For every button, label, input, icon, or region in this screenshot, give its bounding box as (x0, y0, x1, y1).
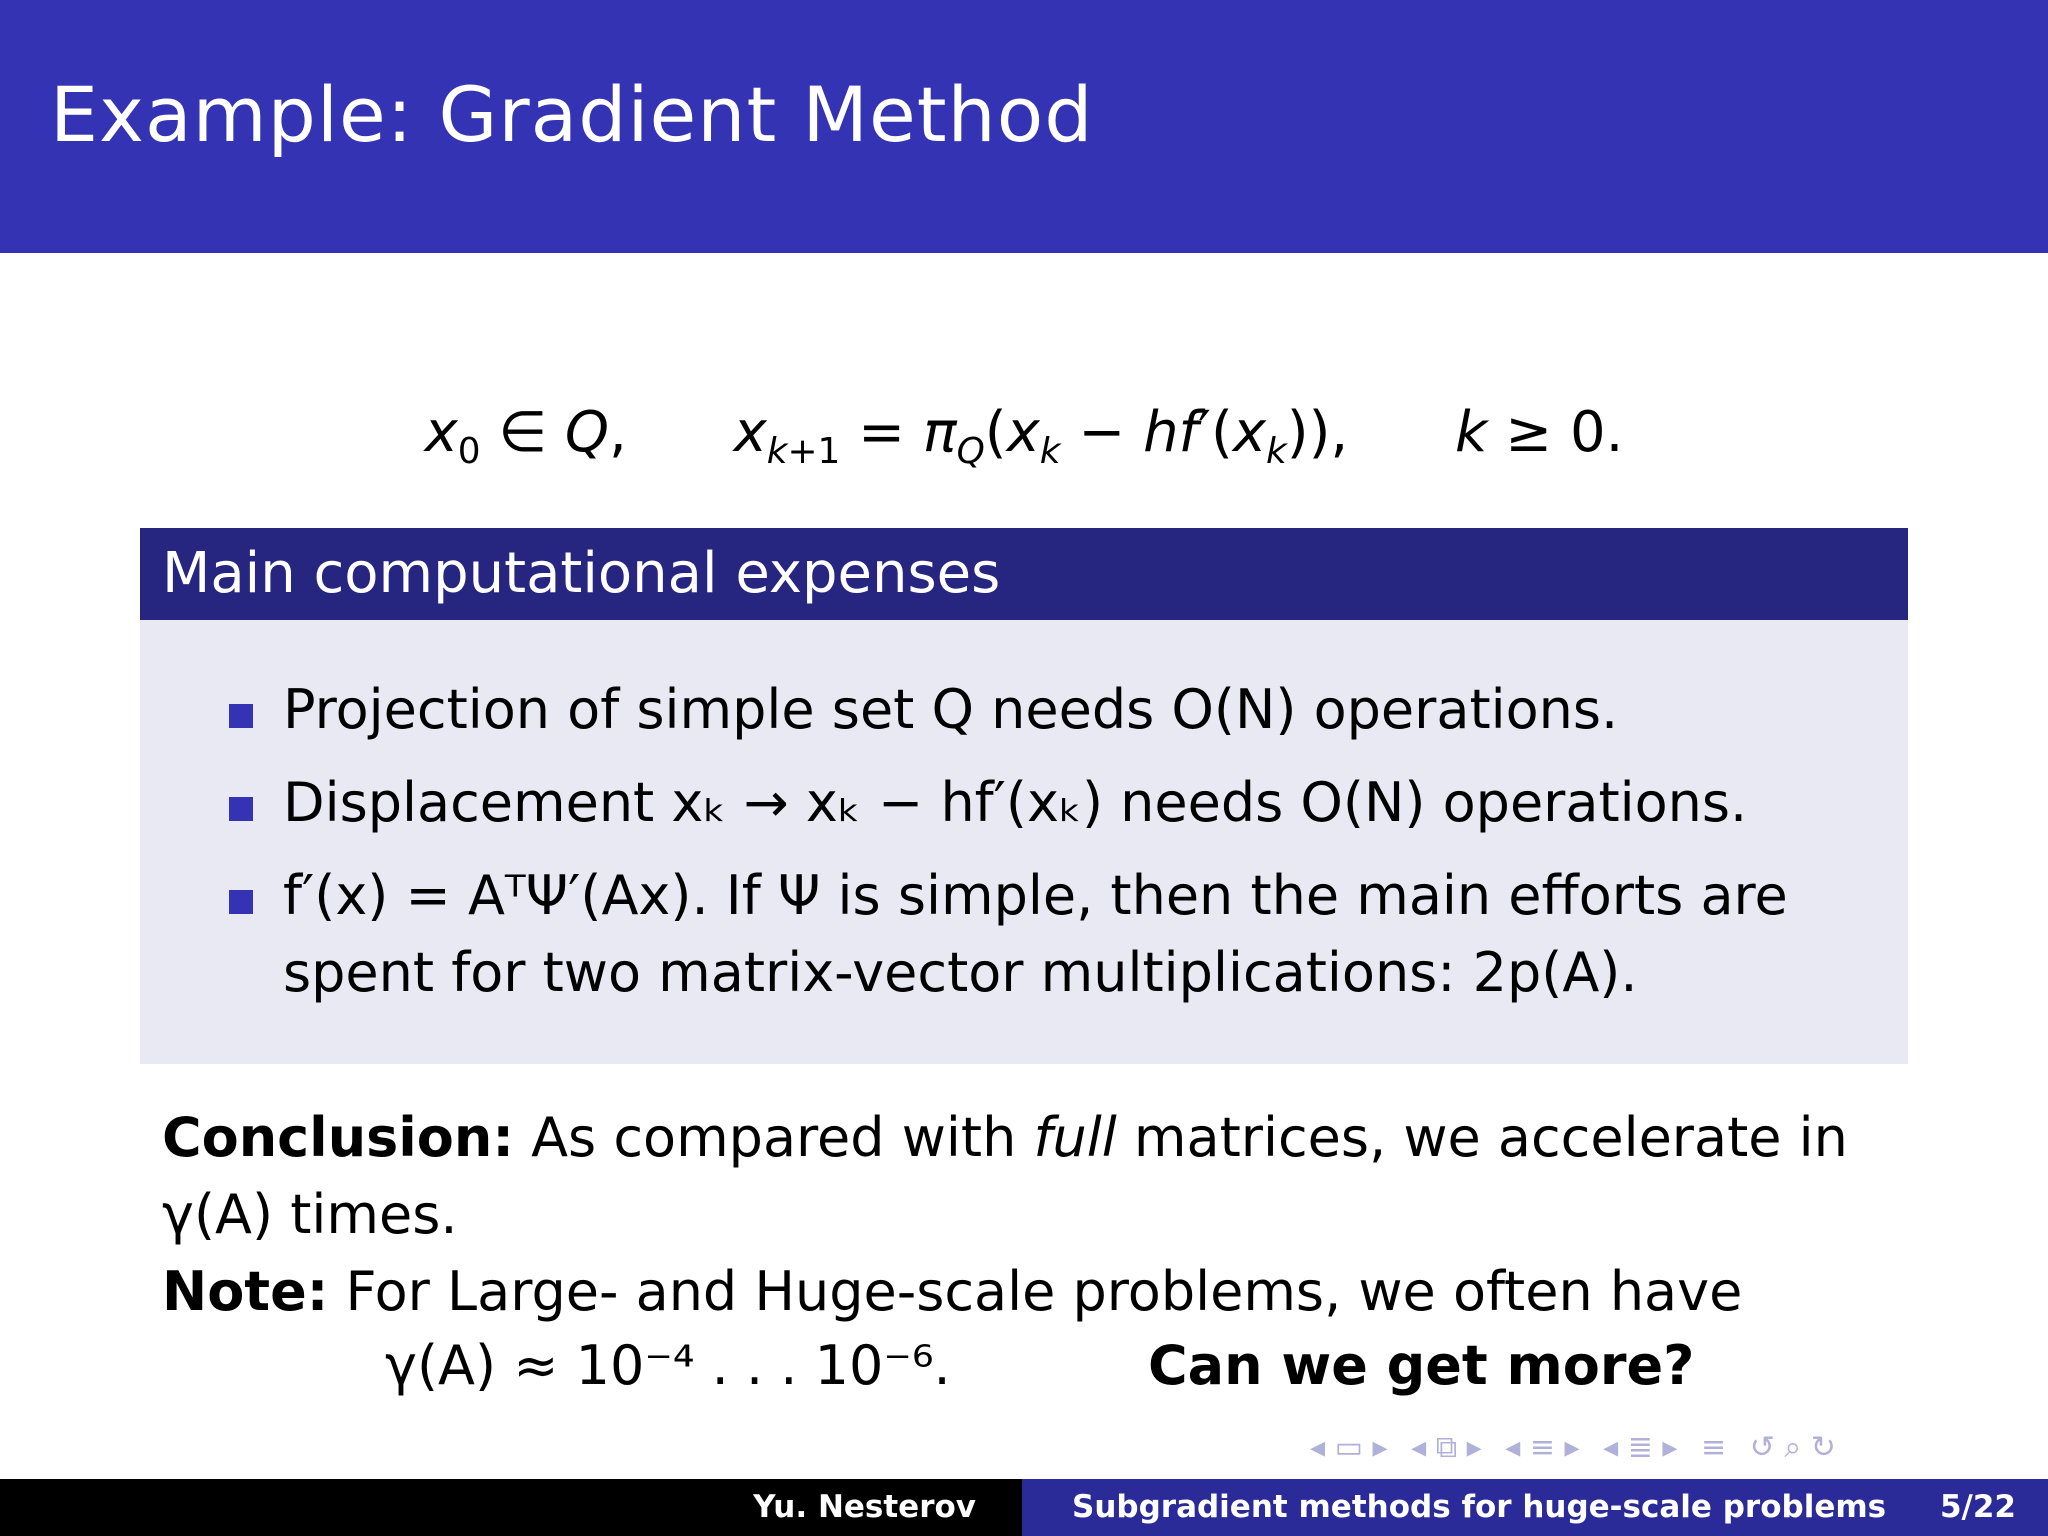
bullet-square-icon (229, 890, 253, 914)
expenses-block (140, 528, 1908, 1064)
footer (0, 1479, 2048, 1536)
note-text: For Large- and Huge-scale problems, we often have (345, 1260, 1743, 1323)
conclusion-label: Conclusion: (162, 1106, 514, 1169)
formula-part-2: $x_{k+1} = \pi_Q(x_k - hf'(x_k))$, (733, 400, 1349, 473)
conclusion-line-1 (162, 1106, 1848, 1169)
list-item (283, 678, 1618, 741)
note-label: Note: (162, 1260, 329, 1323)
note-line (162, 1260, 1742, 1323)
nav-appendix-icon[interactable]: ≡ (1701, 1430, 1727, 1465)
conclusion-line-2: γ(A) times. (162, 1183, 458, 1246)
bullet-text-3-continued: spent for two matrix-vector multiplications: 2p(A). (283, 941, 1638, 1004)
footer-title: Subgradient methods for huge-scale problems (1022, 1479, 2048, 1536)
title-bar (0, 0, 2048, 253)
formula-part-1: $x_0$ ∈ Q, (424, 400, 627, 473)
footer-author: Yu. Nesterov (0, 1479, 1022, 1536)
beamer-navigation (1310, 1430, 2030, 1470)
nav-outline-icon[interactable]: ◂ ≣ ▸ (1603, 1430, 1678, 1465)
nav-frame-icon[interactable]: ◂ ▭ ▸ (1310, 1430, 1388, 1465)
note-formula: γ(A) ≈ 10⁻⁴ . . . 10⁻⁶. (385, 1334, 951, 1397)
nav-subsection-icon[interactable]: ◂ ⧉ ▸ (1411, 1430, 1482, 1465)
conclusion-text-b: matrices, we accelerate in (1133, 1106, 1848, 1169)
footer-page-number: 5/22 (1939, 1489, 2016, 1525)
slide-title: Example: Gradient Method (50, 70, 1094, 159)
block-heading: Main computational expenses (140, 528, 1908, 620)
formula-part-3: k ≥ 0. (1455, 400, 1624, 465)
bullet-square-icon (229, 704, 253, 728)
closing-question: Can we get more? (1148, 1334, 1695, 1397)
bullet-square-icon (229, 797, 253, 821)
nav-section-icon[interactable]: ◂ ≡ ▸ (1505, 1430, 1580, 1465)
conclusion-text-a: As compared with (531, 1106, 1017, 1169)
list-item (283, 771, 1747, 834)
bullet-text-1: Projection of simple set Q needs O(N) operations. (283, 678, 1619, 741)
bullet-text-2: Displacement xₖ → xₖ − hf′(xₖ) needs O(N) operations. (283, 771, 1748, 834)
main-formula (0, 400, 2048, 490)
nav-search-icon[interactable]: ↺ ⌕ ↻ (1749, 1430, 1836, 1465)
bullet-text-3: f′(x) = AᵀΨ′(Ax). If Ψ is simple, then the main efforts are (283, 864, 1788, 927)
conclusion-emphasis: full (1033, 1106, 1117, 1169)
list-item (283, 864, 1788, 927)
